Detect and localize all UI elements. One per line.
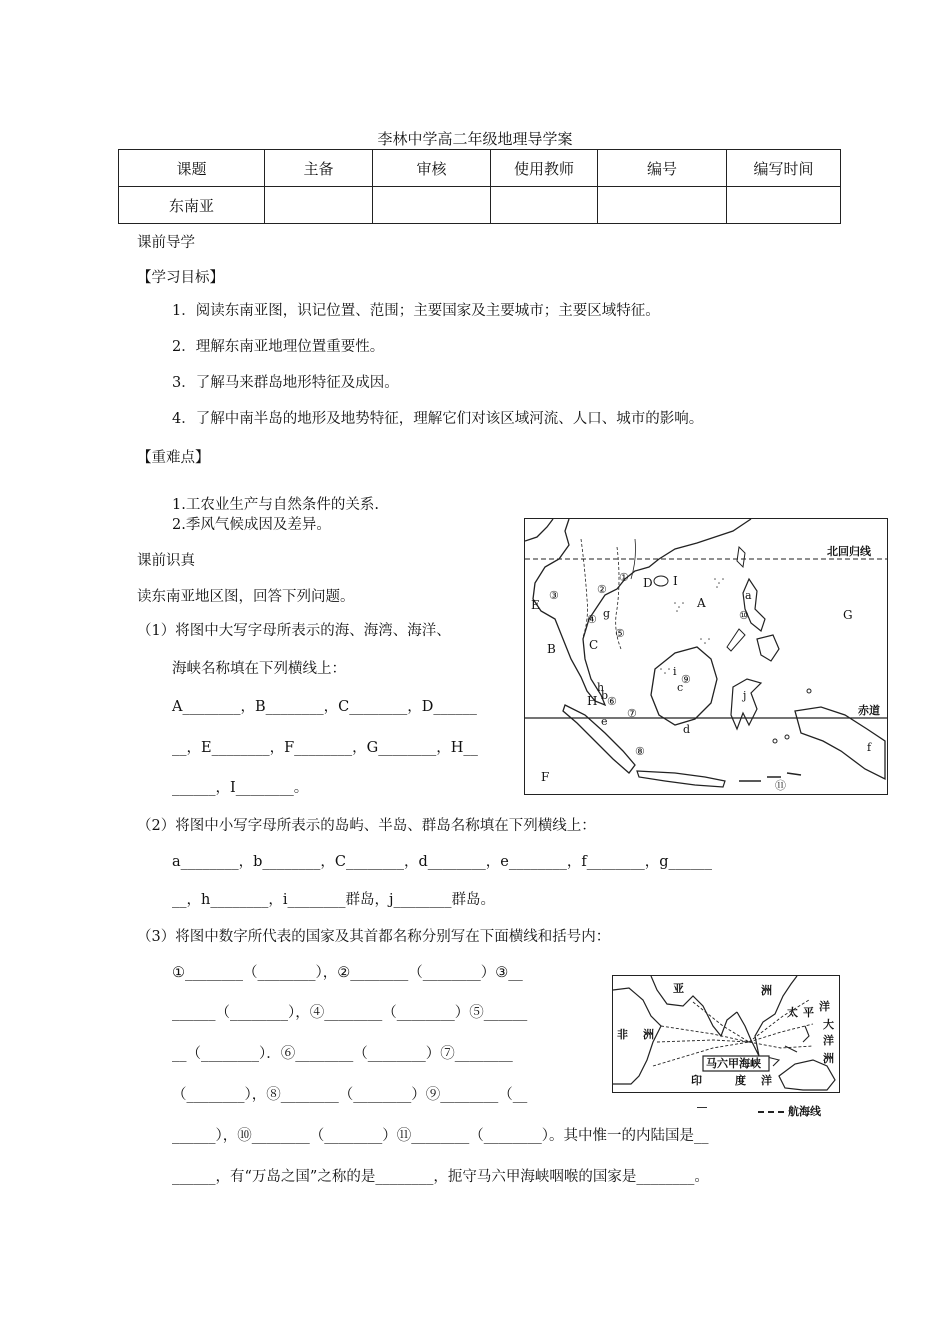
answer-blank-line[interactable]: ①________（________），②________（________）③__ (172, 965, 523, 981)
table-header-row (119, 150, 841, 187)
table-cell[interactable] (491, 187, 598, 224)
answer-blank-line[interactable]: ______，有“万岛之国”之称的是________，扼守马六甲海峡咽喉的国家是________。 (172, 1169, 709, 1185)
lesson-info-table (118, 149, 841, 224)
map2-mark (697, 1107, 707, 1108)
key-point-item: 2.季风气候成因及差异。 (172, 517, 331, 533)
map-label-lower: j (743, 689, 747, 702)
equator-label: 赤道 (858, 704, 880, 717)
map2-label: 大 (823, 1018, 834, 1031)
table-cell[interactable] (727, 187, 841, 224)
table-header-cell: 使用教师 (491, 150, 598, 187)
sumatra-outline (563, 705, 635, 773)
map-number: ⑦ (627, 707, 637, 720)
map2-label: 亚 (673, 982, 684, 995)
strait-label: 马六甲海峡 (706, 1057, 761, 1070)
map2-label: 洋 (819, 1000, 830, 1013)
map-label-upper: I (673, 574, 678, 588)
question-1-text: 海峡名称填在下列横线上： (172, 661, 346, 677)
borneo-outline (651, 647, 717, 725)
objective-item: 4．了解中南半岛的地形及地势特征，理解它们对该区域河流、人口、城市的影响。 (172, 411, 704, 427)
section-pre-study: 课前导学 (137, 235, 195, 251)
table-row (119, 187, 841, 224)
map-number: ⑥ (607, 695, 617, 708)
map-label-lower: b (601, 689, 609, 702)
instruction-text: 读东南亚地区图，回答下列问题。 (137, 589, 355, 605)
map2-label: 洋 (761, 1074, 772, 1087)
map-label-upper: G (843, 608, 853, 622)
map-label-upper: E (531, 598, 540, 612)
table-cell[interactable] (265, 187, 373, 224)
table-cell[interactable] (598, 187, 727, 224)
objective-item: 1．阅读东南亚图，识记位置、范围；主要国家及主要城市；主要区域特征。 (172, 303, 660, 319)
malacca-route-map (612, 975, 840, 1093)
map-number: ⑩ (739, 609, 749, 622)
answer-blank-line[interactable]: ______，I________。 (172, 780, 309, 796)
map-number: ① (619, 571, 629, 584)
map-number: ④ (587, 613, 597, 626)
map-label-lower: d (683, 723, 691, 736)
map-number: ② (597, 583, 607, 596)
document-title: 李林中学高二年级地理导学案 (377, 130, 573, 148)
table-header-cell: 课题 (119, 150, 265, 187)
map-label-upper: D (643, 576, 653, 590)
map-label-lower: h (597, 681, 605, 694)
map2-label: 洲 (823, 1052, 834, 1065)
map-label-upper: A (697, 596, 706, 610)
map-number: ⑪ (775, 779, 786, 792)
map-label-lower: f (867, 741, 872, 754)
map-number: ⑤ (615, 627, 625, 640)
objective-item: 3．了解马来群岛地形特征及成因。 (172, 375, 399, 391)
map-label-lower: a (745, 589, 752, 602)
map-label-upper: H (587, 694, 598, 708)
answer-blank-line[interactable]: ______（________），④________（________）⑤______ (172, 1005, 528, 1021)
map-number: ⑨ (681, 673, 691, 686)
question-1-text: （1）将图中大写字母所表示的海、海湾、海洋、 (137, 623, 451, 639)
map-number: ③ (549, 589, 559, 602)
map2-label: 非 (617, 1028, 628, 1041)
question-2-text: （2）将图中小写字母所表示的岛屿、半岛、群岛名称填在下列横线上： (137, 818, 596, 834)
table-header-cell: 编号 (598, 150, 727, 187)
southeast-asia-map (524, 518, 888, 795)
key-points-heading: 【重难点】 (137, 450, 210, 466)
map2-label: 度 (735, 1074, 746, 1087)
map-label-lower: i (673, 665, 677, 678)
map2-label: 印 (691, 1074, 702, 1087)
tropic-label: 北回归线 (827, 545, 871, 558)
answer-blank-line[interactable]: a________，b________，C________，d________，e________，f________，g______ (172, 854, 713, 870)
objective-item: 2．理解东南亚地理位置重要性。 (172, 339, 385, 355)
map-number: ⑧ (635, 745, 645, 758)
map2-label: 洲 (643, 1028, 654, 1041)
key-point-item: 1.工农业生产与自然条件的关系. (172, 497, 379, 513)
answer-blank-line[interactable]: __，h________，i________群岛，j________群岛。 (172, 892, 495, 908)
table-header-cell: 编写时间 (727, 150, 841, 187)
map-label-lower: e (601, 715, 608, 728)
table-cell[interactable] (373, 187, 491, 224)
map-label-upper: C (589, 638, 599, 652)
map2-label: 太 (787, 1006, 798, 1019)
table-header-cell: 审核 (373, 150, 491, 187)
objectives-heading: 【学习目标】 (137, 270, 224, 286)
legend-route-label: 航海线 (788, 1105, 821, 1118)
answer-blank-line[interactable]: __，E________，F________，G________，H__ (172, 740, 478, 756)
question-3-text: （3）将图中数字所代表的国家及其首都名称分别写在下面横线和括号内： (137, 929, 611, 945)
answer-blank-line[interactable]: A________，B________，C________，D______ (172, 699, 477, 715)
map-label-lower: c (677, 681, 684, 694)
map2-label: 平 (803, 1006, 814, 1019)
map-label-upper: F (541, 770, 550, 784)
table-header-cell: 主备 (265, 150, 373, 187)
answer-blank-line[interactable]: ______），⑩________（________）⑪________（________）。其中惟一的内陆国是__ (172, 1128, 709, 1144)
answer-blank-line[interactable]: （________），⑧________（________）⑨________（__ (172, 1087, 528, 1103)
section-recognize: 课前识真 (137, 553, 195, 569)
answer-blank-line[interactable]: __（________）．⑥________（________）⑦________ (172, 1046, 513, 1062)
table-cell-topic: 东南亚 (119, 187, 265, 224)
map-label-upper: B (547, 642, 556, 656)
legend-route-symbol (758, 1111, 784, 1113)
map2-label: 洋 (823, 1034, 834, 1047)
map-label-lower: g (603, 607, 611, 620)
map2-label: 洲 (761, 984, 772, 997)
